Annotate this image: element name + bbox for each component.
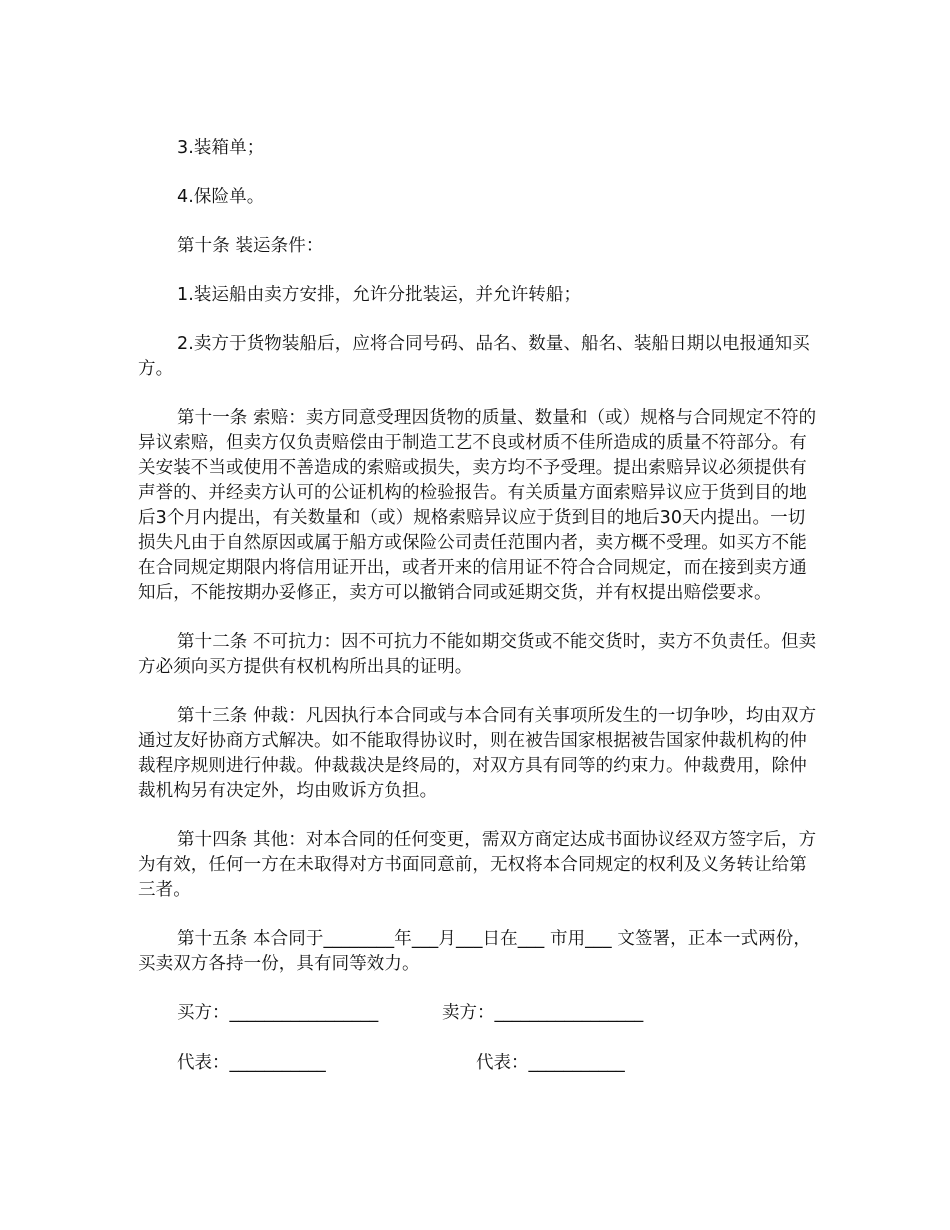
buyer-signature-line: 买方：_________________ [177,1003,379,1023]
signature-row-parties [138,1001,818,1026]
signature-row-representatives [138,1051,818,1076]
document-page [138,136,818,1101]
clause-item-4: 4.保险单。 [177,187,265,207]
buyer-representative-line: 代表：___________ [177,1053,326,1073]
seller-signature-line: 卖方：_________________ [442,1003,644,1023]
article-12-force-majeure: 第十二条 不可抗力：因不可抗力不能如期交货或不能交货时，卖方不负责任。但卖方必须向买方提供有权机构所出具的证明。 [138,632,817,677]
article-15-signing: 第十五条 本合同于________年___月___日在___ 市用___ 文签署，正本一式两份，买卖双方各持一份，具有同等效力。 [138,929,811,974]
article-10-heading: 第十条 装运条件： [177,236,324,256]
article-13-arbitration: 第十三条 仲裁：凡因执行本合同或与本合同有关事项所发生的一切争吵，均由双方通过友好协商方式解决。如不能取得协议时，则在被告国家根据被告国家仲裁机构的仲裁程序规则进行仲裁。仲裁裁决是终局的，对双方具有同等的约束力。仲裁费用，除仲裁机构另有决定外，均由败诉方负担。 [138,706,817,801]
article-14-other: 第十四条 其他：对本合同的任何变更，需双方商定达成书面协议经双方签字后，方为有效，任何一方在未取得对方书面同意前，无权将本合同规定的权利及义务转让给第三者。 [138,830,817,900]
article-10-item-1: 1.装运船由卖方安排，允许分批装运，并允许转船； [177,285,582,305]
article-10-item-2: 2.卖方于货物装船后，应将合同号码、品名、数量、船名、装船日期以电报通知买方。 [138,334,810,379]
seller-representative-line: 代表：___________ [476,1053,625,1073]
clause-item-3: 3.装箱单； [177,138,265,158]
article-11-claims: 第十一条 索赔：卖方同意受理因货物的质量、数量和（或）规格与合同规定不符的异议索赔，但卖方仅负责赔偿由于制造工艺不良或材质不佳所造成的质量不符部分。有关安装不当或使用不善造成的索赔或损失，卖方均不予受理。提出索赔异议必须提供有声誉的、并经卖方认可的公证机构的检验报告。有关质量方面索赔异议应于货到目的地后3个月内提出，有关数量和（或）规格索赔异议应于货到目的地后30天内提出。一切损失凡由于自然原因或属于船方或保险公司责任范围内者，卖方概不受理。如买方不能在合同规定期限内将信用证开出，或者开来的信用证不符合合同规定，而在接到卖方通知后，不能按期办妥修正，卖方可以撤销合同或延期交货，并有权提出赔偿要求。 [138,408,817,603]
